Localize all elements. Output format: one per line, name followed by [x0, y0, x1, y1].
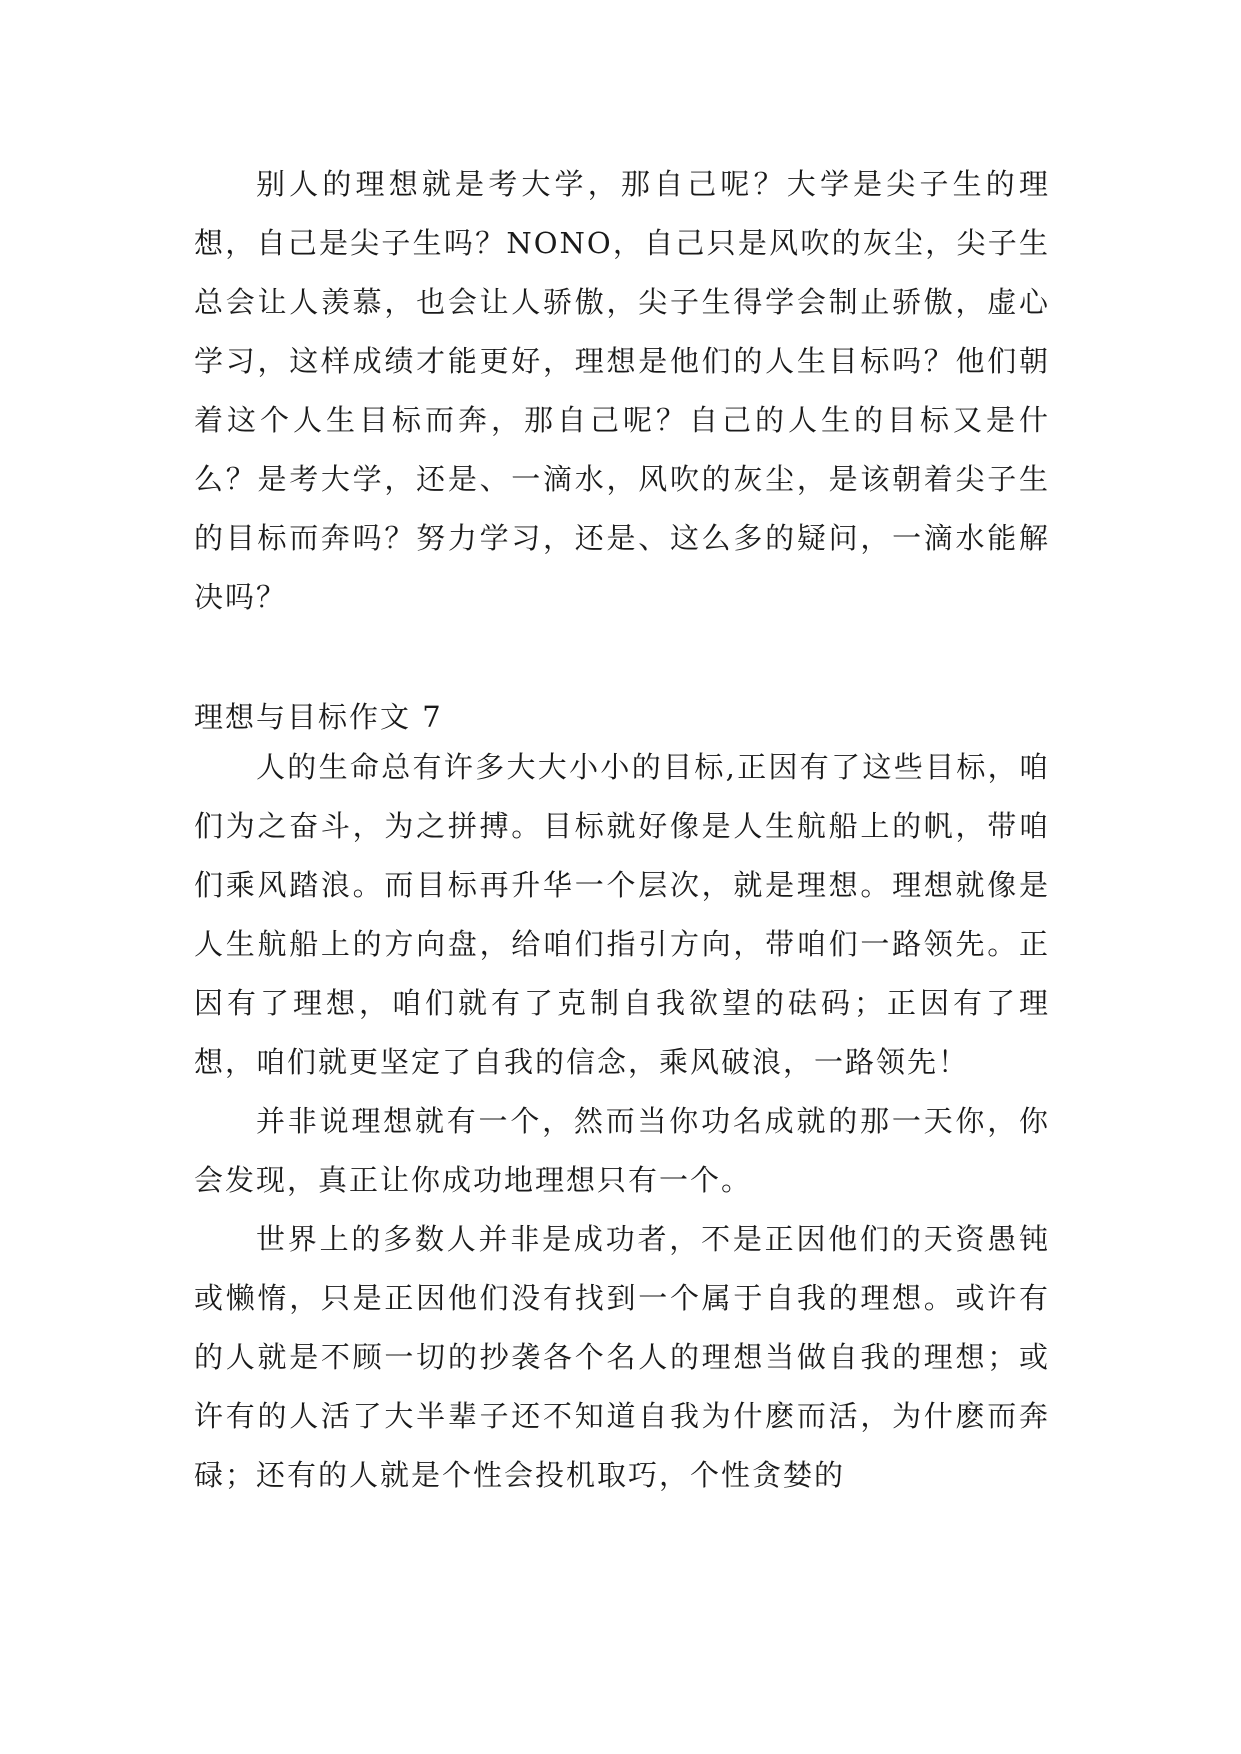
section-7-text	[194, 738, 1050, 1505]
section-top-text	[194, 155, 1050, 627]
section-heading: 理想与目标作文 7	[194, 700, 443, 734]
paragraph: 并非说理想就有一个，然而当你功名成就的那一天你，你会发现，真正让你成功地理想只有一个。	[194, 1104, 1050, 1197]
paragraph: 别人的理想就是考大学，那自己呢？大学是尖子生的理想，自己是尖子生吗？NONO，自己只是风吹的灰尘，尖子生总会让人羡慕，也会让人骄傲，尖子生得学会制止骄傲，虚心学习，这样成绩才能更好，理想是他们的人生目标吗？他们朝着这个人生目标而奔，那自己呢？自己的人生的目标又是什么？是考大学，还是、一滴水，风吹的灰尘，是该朝着尖子生的目标而奔吗？努力学习，还是、这么多的疑问，一滴水能解决吗？	[194, 167, 1050, 614]
paragraph: 人的生命总有许多大大小小的目标,正因有了这些目标，咱们为之奋斗，为之拼搏。目标就好像是人生航船上的帆，带咱们乘风踏浪。而目标再升华一个层次，就是理想。理想就像是人生航船上的方向盘，给咱们指引方向，带咱们一路领先。正因有了理想，咱们就有了克制自我欲望的砝码；正因有了理想，咱们就更坚定了自我的信念，乘风破浪，一路领先！	[194, 750, 1050, 1079]
paragraph: 世界上的多数人并非是成功者，不是正因他们的天资愚钝或懒惰，只是正因他们没有找到一个属于自我的理想。或许有的人就是不顾一切的抄袭各个名人的理想当做自我的理想；或许有的人活了大半辈子还不知道自我为什麽而活，为什麽而奔碌；还有的人就是个性会投机取巧，个性贪婪的	[194, 1222, 1050, 1492]
